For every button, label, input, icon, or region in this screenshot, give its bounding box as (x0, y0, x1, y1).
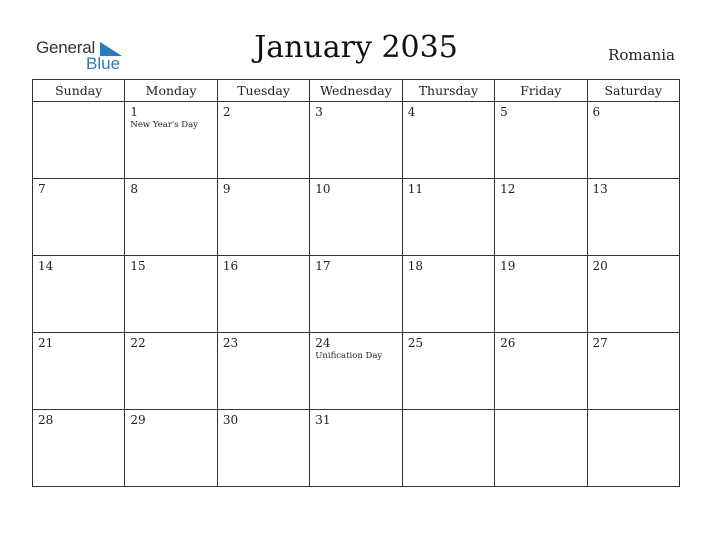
day-number: 11 (407, 182, 423, 196)
day-cell (495, 333, 587, 410)
day-number: 18 (407, 259, 423, 273)
day-number: 22 (130, 336, 146, 350)
week-row (33, 333, 680, 410)
day-number: 8 (130, 182, 139, 196)
day-cell (402, 410, 494, 487)
day-number: 15 (130, 259, 146, 273)
day-number: 10 (315, 182, 331, 196)
day-number: 20 (592, 259, 608, 273)
day-number: 6 (592, 105, 601, 119)
day-cell (587, 333, 679, 410)
country-label: Romania (608, 46, 675, 64)
weekday-header: Monday (125, 80, 217, 102)
holiday-label: Unification Day (315, 351, 383, 361)
day-cell (33, 333, 125, 410)
day-cell (33, 102, 125, 179)
holiday-label: New Year's Day (130, 120, 198, 130)
day-cell (495, 256, 587, 333)
day-cell (217, 256, 309, 333)
weekday-header: Saturday (587, 80, 679, 102)
week-row (33, 179, 680, 256)
day-cell (125, 179, 217, 256)
day-number: 23 (222, 336, 239, 350)
weekday-header-row (33, 80, 680, 102)
day-cell (310, 179, 402, 256)
day-number: 31 (315, 413, 331, 427)
weekday-header: Friday (495, 80, 587, 102)
day-number: 4 (407, 105, 416, 119)
day-cell (495, 179, 587, 256)
weekday-header: Thursday (402, 80, 494, 102)
day-number: 26 (500, 336, 516, 350)
week-row (33, 256, 680, 333)
day-number: 17 (315, 259, 331, 273)
day-cell (33, 256, 125, 333)
day-number: 25 (407, 336, 423, 350)
day-number: 2 (222, 105, 231, 119)
day-cell (402, 179, 494, 256)
day-cell (402, 333, 494, 410)
day-number: 12 (500, 182, 516, 196)
day-number: 14 (38, 259, 54, 273)
day-cell (310, 102, 402, 179)
logo-blue-text: Blue (86, 54, 121, 73)
day-cell (495, 102, 587, 179)
day-cell (402, 102, 494, 179)
day-number: 29 (130, 413, 146, 427)
day-number: 13 (592, 182, 608, 196)
weekday-header: Tuesday (217, 80, 309, 102)
day-cell (587, 256, 679, 333)
day-cell (310, 410, 402, 487)
weekday-header: Wednesday (310, 80, 402, 102)
day-number: 7 (38, 182, 46, 196)
day-number: 27 (592, 336, 608, 350)
weekday-header: Sunday (33, 80, 125, 102)
day-number: 24 (315, 336, 331, 350)
day-number: 30 (222, 413, 239, 427)
calendar-grid (32, 79, 680, 487)
day-cell (125, 333, 217, 410)
day-cell (125, 410, 217, 487)
day-cell (310, 333, 402, 410)
day-cell (587, 102, 679, 179)
day-cell (217, 179, 309, 256)
day-cell (217, 102, 309, 179)
day-cell (217, 410, 309, 487)
day-cell (33, 179, 125, 256)
day-cell (33, 410, 125, 487)
day-number: 28 (38, 413, 54, 427)
day-cell (495, 410, 587, 487)
day-number: 1 (130, 105, 139, 119)
day-cell (587, 410, 679, 487)
day-number: 16 (222, 259, 239, 273)
day-cell (125, 256, 217, 333)
day-number: 3 (315, 105, 323, 119)
day-cell (587, 179, 679, 256)
week-row (33, 102, 680, 179)
week-row (33, 410, 680, 487)
day-number: 19 (500, 259, 516, 273)
logo-general-text: General (36, 38, 96, 57)
day-cell (310, 256, 402, 333)
day-cell (217, 333, 309, 410)
day-cell (402, 256, 494, 333)
day-number: 9 (222, 182, 231, 196)
page-title: January 2035 (254, 30, 458, 65)
day-number: 5 (500, 105, 508, 119)
day-cell (125, 102, 217, 179)
day-number: 21 (38, 336, 54, 350)
